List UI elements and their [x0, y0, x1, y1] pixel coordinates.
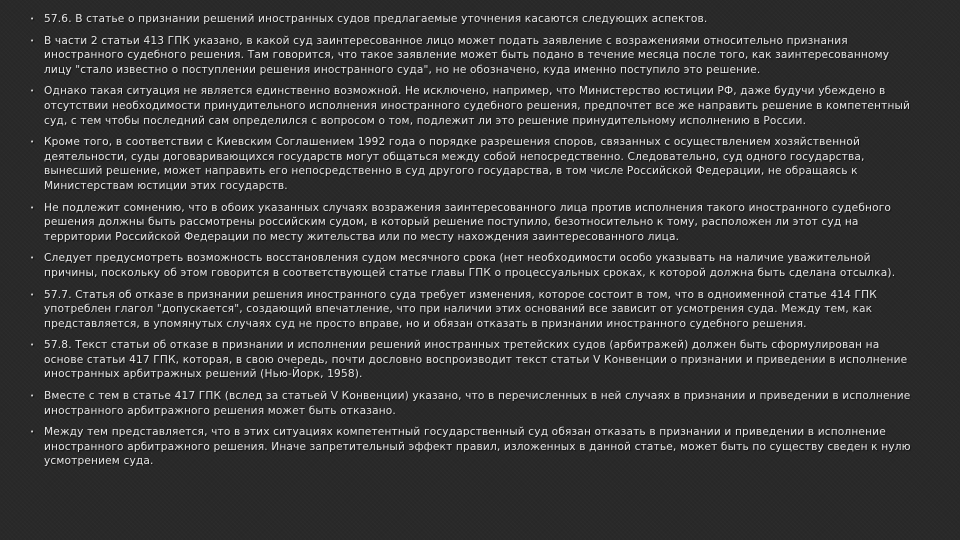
- bullet-icon: •: [30, 428, 35, 437]
- list-item: [30, 251, 920, 280]
- list-item: [30, 338, 920, 382]
- bullet-icon: •: [30, 290, 35, 299]
- list-item: [30, 201, 920, 245]
- paragraph-text: 57.7. Статья об отказе в признании решения иностранного суда требует изменения, которое состоит в том, что в одноименной статье 414 ГПК употреблен глагол "допускается", создающий впечатление, что при наличии этих оснований все зависит от усмотрения суда. Между тем, как представляется, в упомянутых случаях суд не просто вправе, но и обязан отказать в признании иностранного судебного решения.: [44, 288, 877, 330]
- bullet-icon: •: [30, 36, 35, 45]
- bullet-icon: •: [30, 15, 35, 23]
- list-item: [30, 12, 920, 27]
- bullet-icon: •: [30, 138, 35, 147]
- paragraph-text: Между тем представляется, что в этих ситуациях компетентный государственный суд обязан отказать в признании и приведении в исполнение иностранного арбитражного решения. Иначе запретительный эффект правил, изложенных в данной статье, может быть по существу сведен к нулю усмотрением суда.: [44, 426, 911, 468]
- bullet-list: [30, 12, 920, 469]
- paragraph-text: Не подлежит сомнению, что в обоих указанных случаях возражения заинтересованного лица против исполнения такого иностранного судебного решения должны быть рассмотрены российским судом, в который решение поступило, безотносительно к тому, расположен ли этот суд на территории Российской Федерации по месту жительства или по месту нахождения заинтересованного лица.: [44, 201, 892, 243]
- paragraph-text: Вместе с тем в статье 417 ГПК (вслед за статьей V Конвенции) указано, что в перечисленных в ней случаях в признании и приведении в исполнение иностранного арбитражного решения может быть отказано.: [44, 390, 911, 417]
- paragraph-text: Следует предусмотреть возможность восстановления судом месячного срока (нет необходимости особо указывать на наличие уважительной причины, поскольку об этом говорится в соответствующей статье главы ГПК о процессуальных сроках, к которой должна быть сделана отсылка).: [44, 252, 896, 279]
- bullet-icon: •: [30, 203, 35, 212]
- paragraph-text: 57.6. В статье о признании решений иностранных судов предлагаемые уточнения касаются следующих аспектов.: [44, 13, 708, 25]
- paragraph-text: Кроме того, в соответствии с Киевским Соглашением 1992 года о порядке разрешения споров, связанных с осуществлением хозяйственной деятельности, суды договаривающихся государств могут общаться между собой непосредственно. Следовательно, суд одного государства, вынесший решение, может направить его непосредственно в суд другого государства, в том числе Российской Федерации, не обращаясь к Министерствам юстиции этих государств.: [44, 136, 865, 192]
- paragraph-text: В части 2 статьи 413 ГПК указано, в какой суд заинтересованное лицо может подать заявление с возражениями относительно признания иностранного судебного решения. Там говорится, что такое заявление может быть подано в течение месяца после того, как заинтересованному лицу "стало известно о поступлении решения иностранного суда", но не обозначено, куда именно поступило это решение.: [44, 34, 890, 76]
- bullet-icon: •: [30, 392, 35, 401]
- list-item: [30, 135, 920, 193]
- list-item: [30, 389, 920, 418]
- list-item: [30, 425, 920, 469]
- list-item: [30, 288, 920, 332]
- bullet-icon: •: [30, 87, 35, 96]
- list-item: [30, 34, 920, 78]
- bullet-icon: •: [30, 254, 35, 263]
- paragraph-text: Однако такая ситуация не является единственно возможной. Не исключено, например, что Министерство юстиции РФ, даже будучи убежденo в отсутствии необходимости принудительного исполнения иностранного судебного решения, предпочтет все же направить решение в компетентный суд, с тем чтобы последний сам определился с вопросом о том, подлежит ли это решение принудительному исполнению в России.: [44, 85, 911, 127]
- paragraph-text: 57.8. Текст статьи об отказе в признании и исполнении решений иностранных третейских судов (арбитражей) должен быть сформулирован на основе статьи 417 ГПК, которая, в свою очередь, почти дословно воспроизводит текст статьи V Конвенции о признании и приведении в исполнение иностранных арбитражных решений (Нью-Йорк, 1958).: [44, 339, 908, 381]
- bullet-icon: •: [30, 341, 35, 350]
- list-item: [30, 84, 920, 128]
